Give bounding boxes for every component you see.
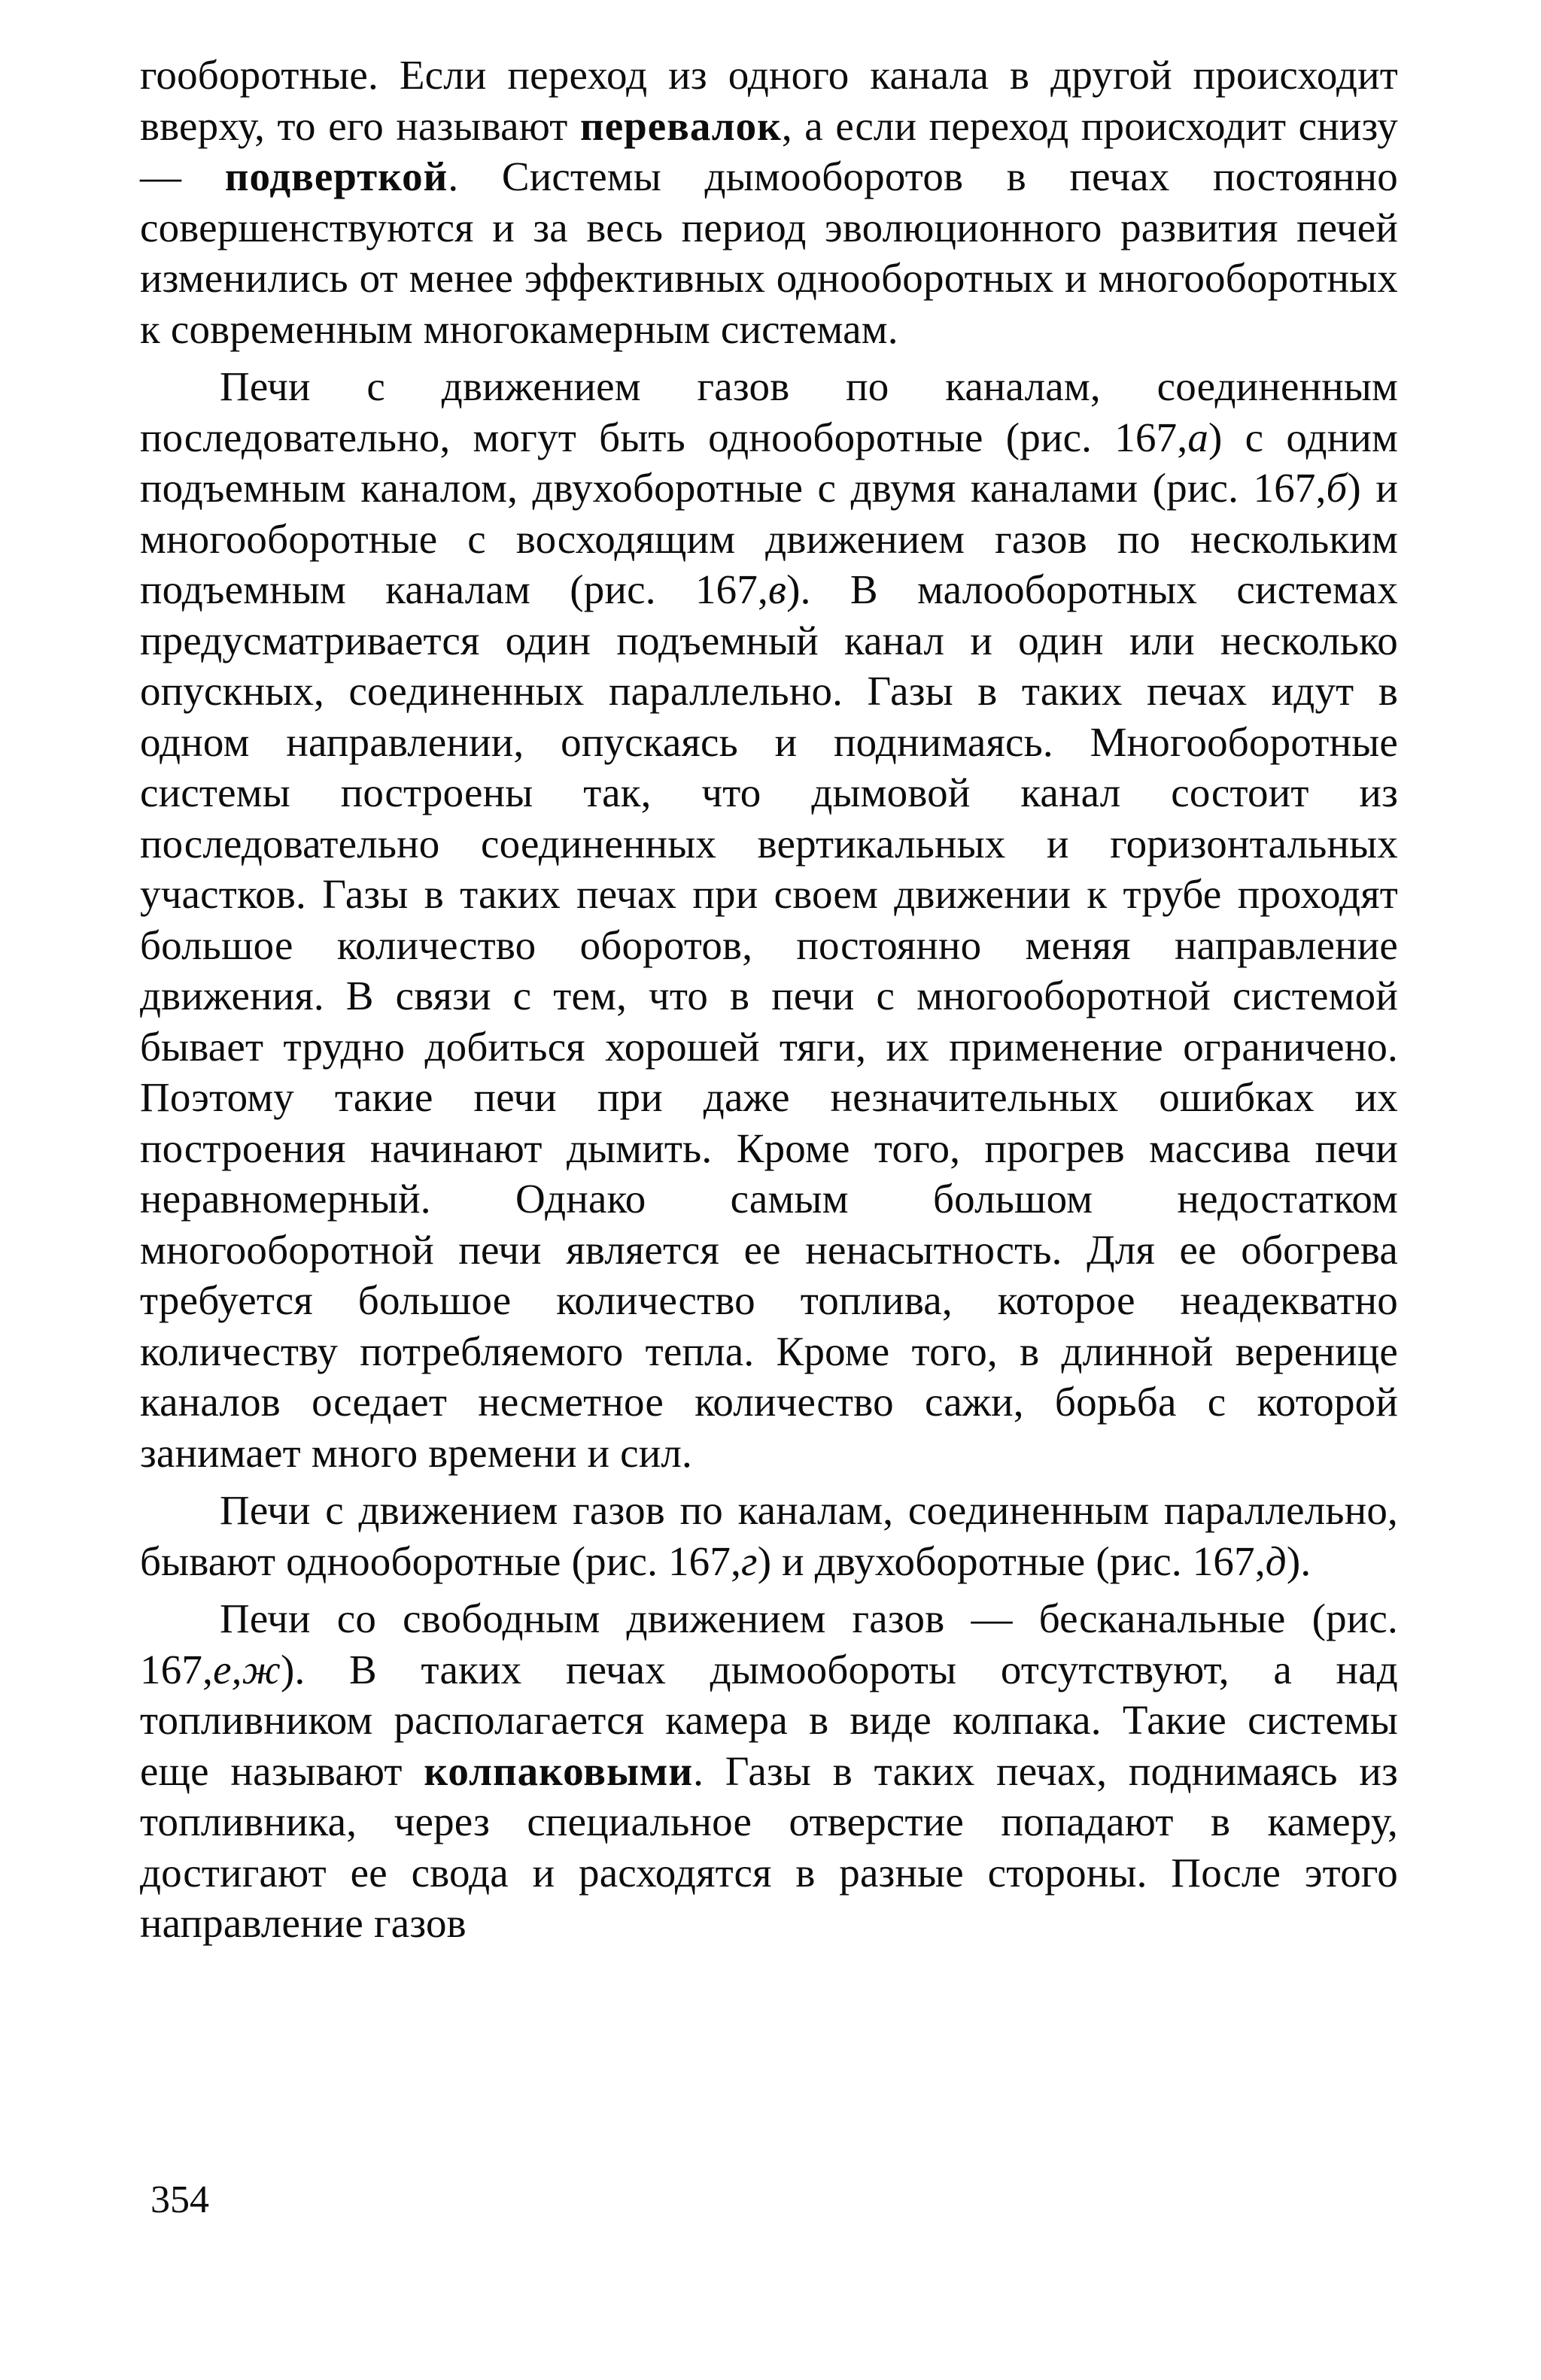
- bold-term: колпаковыми: [424, 1747, 694, 1794]
- figure-ref: в: [768, 566, 787, 612]
- figure-ref: б: [1326, 465, 1348, 511]
- paragraph-1: гооборотные. Если переход из одного канала в другой происходит вверху, то его называют перевалок, а если переход происходит снизу — подверткой. Системы дымооборотов в печах постоянно совершенствуются и за весь период эволюционного развития печей изменились от менее эффективных однооборотных и многооборотных к современным многокамерным системам.: [140, 52, 1399, 352]
- paragraph-3: Печи с движением газов по каналам, соединенным параллельно, бывают однооборотные (рис. 167,г) и двухоборотные (рис. 167,д).: [140, 1487, 1398, 1584]
- figure-ref: а: [1187, 414, 1209, 460]
- figure-ref: е,ж: [213, 1646, 281, 1692]
- figure-ref: г: [741, 1538, 758, 1584]
- paragraph-2: Печи с движением газов по каналам, соединенным последовательно, могут быть однооборотные (рис. 167,а) с одним подъемным каналом, двухоборотные с двумя каналами (рис. 167,б) и многооборотные с восходящим движением газов по нескольким подъемным каналам (рис. 167,в). В малооборотных системах предусматривается один подъемный канал и один или несколько опускных, соединенных параллельно. Газы в таких печах идут в одном направлении, опускаясь и поднимаясь. Многооборотные системы построены так, что дымовой канал состоит из последовательно соединенных вертикальных и горизонтальных участков. Газы в таких печах при своем движении к трубе проходят большое количество оборотов, постоянно меняя направление движения. В связи с тем, что в печи с многооборотной системой бывает трудно добиться хорошей тяги, их применение ограничено. Поэтому такие печи при даже незначительных ошибках их построения начинают дымить. Кроме того, прогрев массива печи неравномерный. Однако самым большом недостатком многооборотной печи является ее ненасытность. Для ее обогрева требуется большое количество топлива, которое неадекватно количеству потребляемого тепла. Кроме того, в длинной веренице каналов оседает несметное количество сажи, борьба с которой занимает много времени и сил.: [140, 363, 1398, 1476]
- page-body: [140, 50, 1398, 1949]
- bold-term: перевалок: [580, 102, 782, 149]
- paragraph-4: Печи со свободным движением газов — бесканальные (рис. 167,е,ж). В таких печах дымообороты отсутствуют, а над топливником располагается камера в виде колпака. Такие системы еще называют колпаковыми. Газы в таких печах, поднимаясь из топливника, через специальное отверстие попадают в камеру, достигают ее свода и расходятся в разные стороны. После этого направление газов: [140, 1595, 1398, 1946]
- bold-term: подверткой: [224, 153, 448, 199]
- figure-ref: д: [1265, 1538, 1287, 1584]
- page-number: 354: [150, 2178, 209, 2221]
